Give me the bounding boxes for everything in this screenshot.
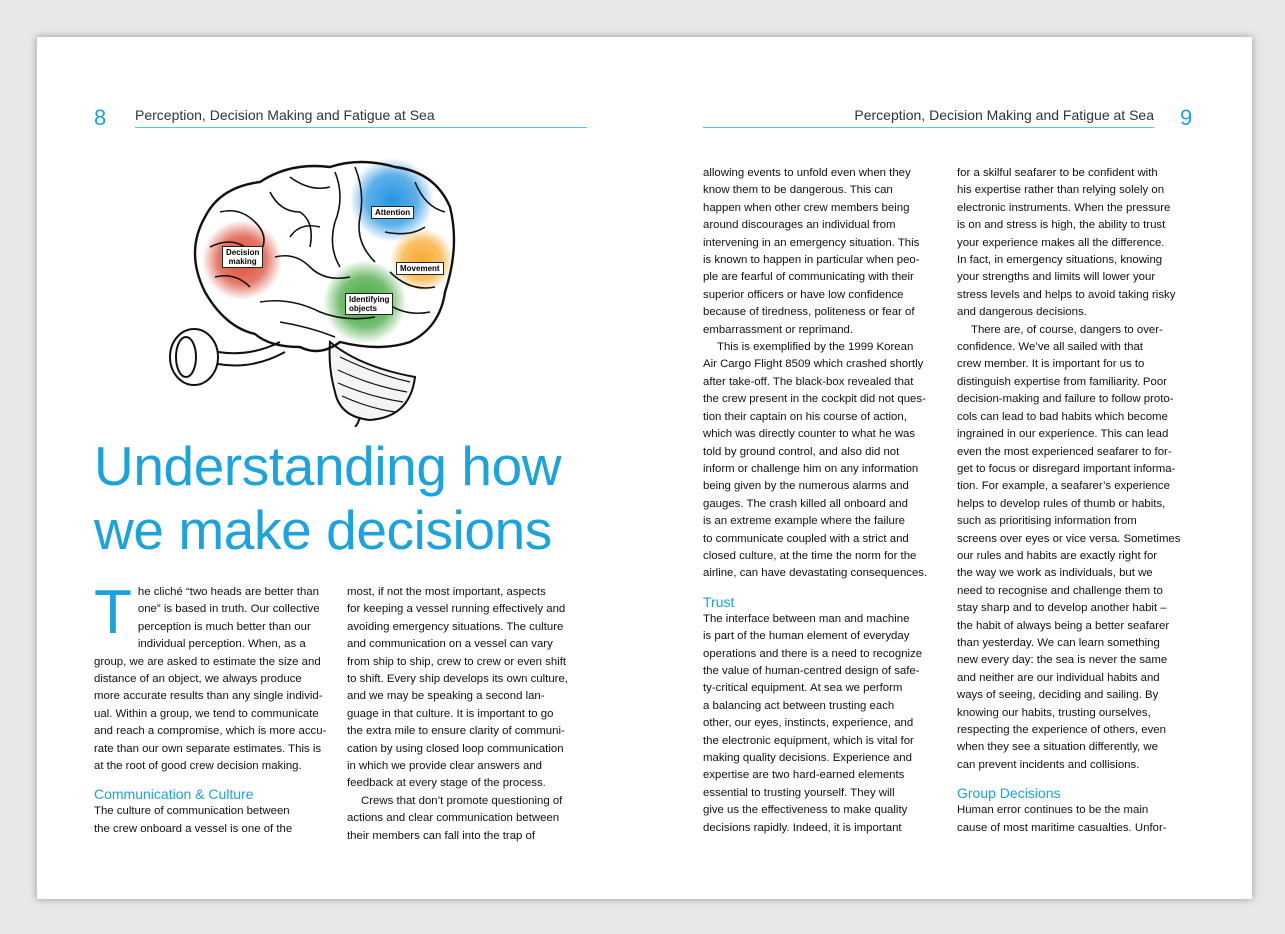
- text-line: confidence. We’ve all sailed with that: [957, 341, 1143, 354]
- section-subhead: Group Decisions: [957, 785, 1061, 802]
- text-line: distance of an object, we always produce: [94, 673, 302, 686]
- text-line: happen when other crew members being: [703, 201, 910, 214]
- text-line: our rules and habits are exactly right for: [957, 549, 1158, 562]
- text-line: and reach a compromise, which is more accu-: [94, 725, 327, 738]
- text-line: because of tiredness, politeness or fear of: [703, 306, 915, 319]
- text-line: is part of the human element of everyday: [703, 630, 910, 643]
- text-line: your experience makes all the difference.: [957, 236, 1165, 249]
- text-line: know them to be dangerous. This can: [703, 184, 893, 197]
- text-line: gauges. The crash killed all onboard and: [703, 497, 908, 510]
- text-line: superior officers or have low confidence: [703, 288, 904, 301]
- text-line: crew member. It is important for us to: [957, 358, 1145, 371]
- text-line: the electronic equipment, which is vital for: [703, 734, 914, 747]
- text-line: group, we are asked to estimate the size and: [94, 655, 321, 668]
- text-line: knowing our habits, trusting ourselves,: [957, 706, 1151, 719]
- text-line: when they see a situation differently, we: [957, 741, 1158, 754]
- right-header-rule: [703, 127, 1154, 128]
- text-line: told by ground control, and also did not: [703, 445, 900, 458]
- text-line: This is exemplified by the 1999 Korean: [717, 341, 914, 354]
- text-line: and we may be speaking a second lan-: [347, 690, 545, 703]
- text-line: from ship to ship, crew to crew or even shift: [347, 655, 567, 668]
- text-line: the way we work as individuals, but we: [957, 567, 1153, 580]
- identifying-label-line1: Identifying: [349, 295, 390, 304]
- headline-line2: we make decisions: [94, 499, 552, 561]
- text-line: being given by the numerous alarms and: [703, 480, 909, 493]
- section-subhead: Trust: [703, 593, 735, 610]
- left-header-rule: [135, 127, 587, 128]
- text-line: is an extreme example where the failure: [703, 515, 905, 528]
- decision-making-label: [222, 246, 263, 268]
- attention-label: Attention: [371, 206, 414, 219]
- text-line: closed culture, at the time the norm for the: [703, 549, 917, 562]
- text-line: ty-critical equipment. At sea we perform: [703, 682, 903, 695]
- text-line: the crew present in the cockpit did not ques-: [703, 393, 926, 406]
- text-line: ual. Within a group, we tend to communicate: [94, 707, 319, 720]
- text-line: avoiding emergency situations. The culture: [347, 620, 564, 633]
- text-line: guage in that culture. It is important to go: [347, 707, 554, 720]
- left-running-title: Perception, Decision Making and Fatigue at Sea: [135, 107, 435, 123]
- headline-line1: Understanding how: [94, 435, 562, 497]
- text-line: and neither are our individual habits and: [957, 671, 1160, 684]
- section-subhead: Communication & Culture: [94, 786, 254, 803]
- text-line: your strengths and limits will lower your: [957, 271, 1156, 284]
- text-line: and dangerous decisions.: [957, 306, 1087, 319]
- text-line: after take-off. The black-box revealed that: [703, 375, 914, 388]
- right-running-title: Perception, Decision Making and Fatigue at Sea: [854, 107, 1154, 123]
- article-headline: [94, 434, 614, 562]
- text-line: most, if not the most important, aspects: [347, 586, 546, 598]
- text-line: inform or challenge him on any information: [703, 462, 919, 475]
- text-line: ingrained in our experience. This can lead: [957, 428, 1169, 441]
- text-line: perception is much better than our: [137, 620, 311, 633]
- text-line: more accurate results than any single individ-: [94, 690, 323, 703]
- text-line: need to recognise and challenge them to: [957, 584, 1163, 597]
- text-line: decisions rapidly. Indeed, it is important: [703, 821, 902, 834]
- text-line: respecting the experience of others, even: [957, 724, 1166, 736]
- text-line: even the most experienced seafarer to for-: [957, 445, 1172, 458]
- text-line: decision-making and failure to follow proto-: [957, 393, 1174, 406]
- decision-making-label-line2: making: [228, 257, 257, 266]
- eye-drawing: [170, 329, 285, 385]
- text-line: than yesterday. We can learn something: [957, 636, 1160, 649]
- text-line: around discourages an individual from: [703, 219, 896, 232]
- text-line: give us the effectiveness to make quality: [703, 804, 908, 817]
- text-line: expertise are two hard-earned elements: [703, 769, 905, 782]
- text-line: cation by using closed loop communication: [347, 742, 564, 755]
- cerebellum-drawing: [330, 342, 415, 427]
- text-line: to communicate coupled with a strict and: [703, 532, 909, 545]
- text-line: such as prioritising information from: [957, 515, 1137, 528]
- text-line: embarrassment or reprimand.: [703, 323, 854, 336]
- text-line: distinguish expertise from familiarity. Poor: [957, 375, 1167, 388]
- text-line: stress levels and helps to avoid taking risky: [957, 288, 1176, 301]
- left-page-number: 8: [94, 105, 107, 130]
- right-page-number: 9: [1180, 105, 1193, 130]
- text-line: at the root of good crew decision making.: [94, 760, 302, 773]
- text-line: The interface between man and machine: [703, 612, 910, 625]
- text-line: one” is based in truth. Our collective: [137, 603, 320, 616]
- text-line: in which we provide clear answers and: [347, 760, 543, 773]
- text-line: the crew onboard a vessel is one of the: [94, 822, 293, 835]
- brain-illustration: [160, 152, 460, 427]
- text-line: Air Cargo Flight 8509 which crashed shortly: [703, 358, 924, 371]
- text-line: cause of most maritime casualties. Unfor-: [957, 821, 1167, 834]
- text-line: helps to develop rules of thumb or habits,: [957, 497, 1166, 510]
- text-line: tion their captain on his course of action,: [703, 410, 907, 423]
- text-line: There are, of course, dangers to over-: [971, 323, 1163, 336]
- text-line: intervening in an emergency situation. This: [703, 236, 920, 249]
- text-line: actions and clear communication between: [347, 812, 560, 825]
- movement-label: Movement: [396, 262, 444, 275]
- text-line: making quality decisions. Experience and: [703, 752, 912, 764]
- column-1: [94, 578, 330, 838]
- text-line: other, our eyes, instincts, experience, and: [703, 717, 914, 730]
- text-line: tion. For example, a seafarer’s experience: [957, 480, 1170, 493]
- text-line: feedback at every stage of the process.: [347, 777, 546, 790]
- column-4: [957, 165, 1199, 837]
- text-line: stay sharp and to develop another habit –: [957, 602, 1167, 615]
- text-line: electronic instruments. When the pressure: [957, 201, 1171, 214]
- text-line: he cliché “two heads are better than: [137, 586, 319, 598]
- text-line: essential to trusting yourself. They will: [703, 786, 895, 799]
- text-line: the value of human-centred design of safe-: [703, 664, 920, 677]
- column-2: [347, 584, 589, 845]
- drop-cap: T: [94, 578, 132, 647]
- text-line: for a skilful seafarer to be confident with: [957, 167, 1158, 179]
- text-line: ple are fearful of communicating with their: [703, 271, 914, 284]
- text-line: Crews that don’t promote questioning of: [361, 794, 563, 807]
- identifying-objects-label: [345, 293, 393, 315]
- text-line: In fact, in emergency situations, knowing: [957, 254, 1163, 267]
- text-line: screens over eyes or vice versa. Sometimes: [957, 532, 1181, 545]
- text-line: rate than our own separate estimates. This is: [94, 742, 322, 755]
- text-line: the habit of always being a better seafarer: [957, 619, 1170, 632]
- text-line: allowing events to unfold even when they: [703, 167, 911, 179]
- text-line: to shift. Every ship develops its own culture,: [347, 673, 568, 686]
- text-line: Human error continues to be the main: [957, 804, 1149, 817]
- text-line: and communication on a vessel can vary: [347, 638, 553, 651]
- identifying-label-line2: objects: [349, 304, 378, 313]
- text-line: a balancing act between trusting each: [703, 699, 895, 712]
- text-line: which was directly counter to what he was: [703, 428, 916, 441]
- text-line: can prevent incidents and collisions.: [957, 758, 1140, 771]
- text-line: The culture of communication between: [94, 805, 290, 818]
- text-line: the extra mile to ensure clarity of communi-: [347, 725, 565, 738]
- decision-making-label-line1: Decision: [226, 248, 260, 257]
- text-line: get to focus or disregard important informa-: [957, 462, 1176, 475]
- text-line: individual perception. When, as a: [137, 638, 306, 651]
- column-3: [703, 165, 943, 837]
- text-line: is known to happen in particular when peo-: [703, 254, 920, 267]
- text-line: airline, can have devastating consequences.: [703, 567, 928, 580]
- text-line: their members can fall into the trap of: [347, 829, 536, 842]
- text-line: is on and stress is high, the ability to trust: [957, 219, 1166, 232]
- text-line: cols can lead to bad habits which become: [957, 410, 1168, 423]
- text-line: for keeping a vessel running effectively and: [347, 603, 566, 616]
- text-line: operations and there is a need to recognize: [703, 647, 923, 660]
- text-line: his expertise rather than relying solely on: [957, 184, 1165, 197]
- text-line: ways of seeing, deciding and sailing. By: [957, 689, 1159, 702]
- text-line: new every day: the sea is never the same: [957, 654, 1168, 667]
